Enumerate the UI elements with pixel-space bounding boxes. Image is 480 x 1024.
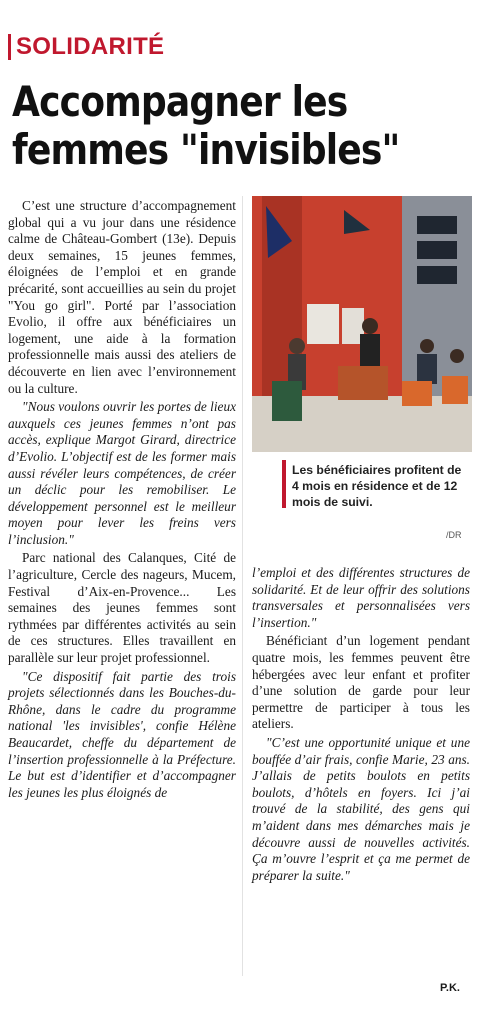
- left-paragraph-4: "Ce dispositif fait partie des trois projets sélectionnés dans les Bouches-du-Rhône, dans le cadre du programme national 'les invisibles', confie Hélène Beaucardet, cheffe du département de l’insertion professionnelle à la Préfecture. Le but est d’identifier et d’accompagner les jeunes les plus éloignés de: [8, 668, 236, 800]
- column-divider: [242, 196, 243, 976]
- right-paragraph-2: Bénéficiant d’un logement pendant quatre mois, les femmes peuvent être hébergées avec leur enfant et profiter d’une solution de garde pour leur permettre de participer à tous les ateliers.: [252, 633, 470, 732]
- left-paragraph-1: C’est une structure d’accompagnement global qui a vu jour dans une résidence calme de Château-Gombert (13e). Depuis deux semaines, 15 jeunes femmes, éloignées de l’emploi et en grande précarité, sont accueillies au sein du projet "You go girl". Porté par l’association Evolio, il offre aux bénéficiaires un logement, une aide à la formation professionnelle mais aussi des ateliers de découverte en lien avec l’environnement ou la culture.: [8, 198, 236, 396]
- left-column: [8, 198, 236, 801]
- right-paragraph-1: l’emploi et des différentes structures de solidarité. Et de leur offrir des solutions transversales et personnalisées vers l’insertion.": [252, 565, 470, 630]
- left-paragraph-2: "Nous voulons ouvrir les portes de lieux auxquels ces jeunes femmes n’ont pas accès, explique Margot Girard, directrice d’Evolio. L’objectif est de les former mais aussi révéler leurs compétences, de créer un déclic pour les remobiliser. Le développement personnel est le meilleur moyen pour lever les freins vers l’inclusion.": [8, 399, 236, 547]
- section-accent-bar: [8, 34, 11, 60]
- photo-credit: /DR: [446, 530, 462, 540]
- headline: Accompagner les femmes "invisibles": [12, 77, 400, 174]
- photo-illustration: [252, 196, 472, 452]
- author-signature: P.K.: [440, 982, 460, 994]
- article-photo: [252, 196, 472, 452]
- right-column: [252, 565, 470, 884]
- caption-accent-bar: [282, 460, 286, 508]
- section-label: SOLIDARITÉ: [16, 33, 165, 60]
- left-paragraph-3: Parc national des Calanques, Cité de l’agriculture, Cercle des nageurs, Mucem, Festival d’Aix-en-Provence... Les semaines des jeunes femmes sont rythmées par différentes activités au sein de ces structures. Elles travaillent en parallèle sur leur projet professionnel.: [8, 550, 236, 666]
- photo-caption: Les bénéficiaires profitent de 4 mois en résidence et de 12 mois de suivi.: [292, 463, 462, 509]
- right-paragraph-3: "C’est une opportunité unique et une bouffée d’air frais, confie Marie, 23 ans. J’allais de petits boulots en petits boulots, d’hôtels en foyers. Ici j’ai trouvé de la stabilité, des gens qui m’aident dans mes démarches mais je découvre aussi de nouvelles activités. Ça m’ouvre l’esprit et ça me permet de préparer la suite.": [252, 734, 470, 883]
